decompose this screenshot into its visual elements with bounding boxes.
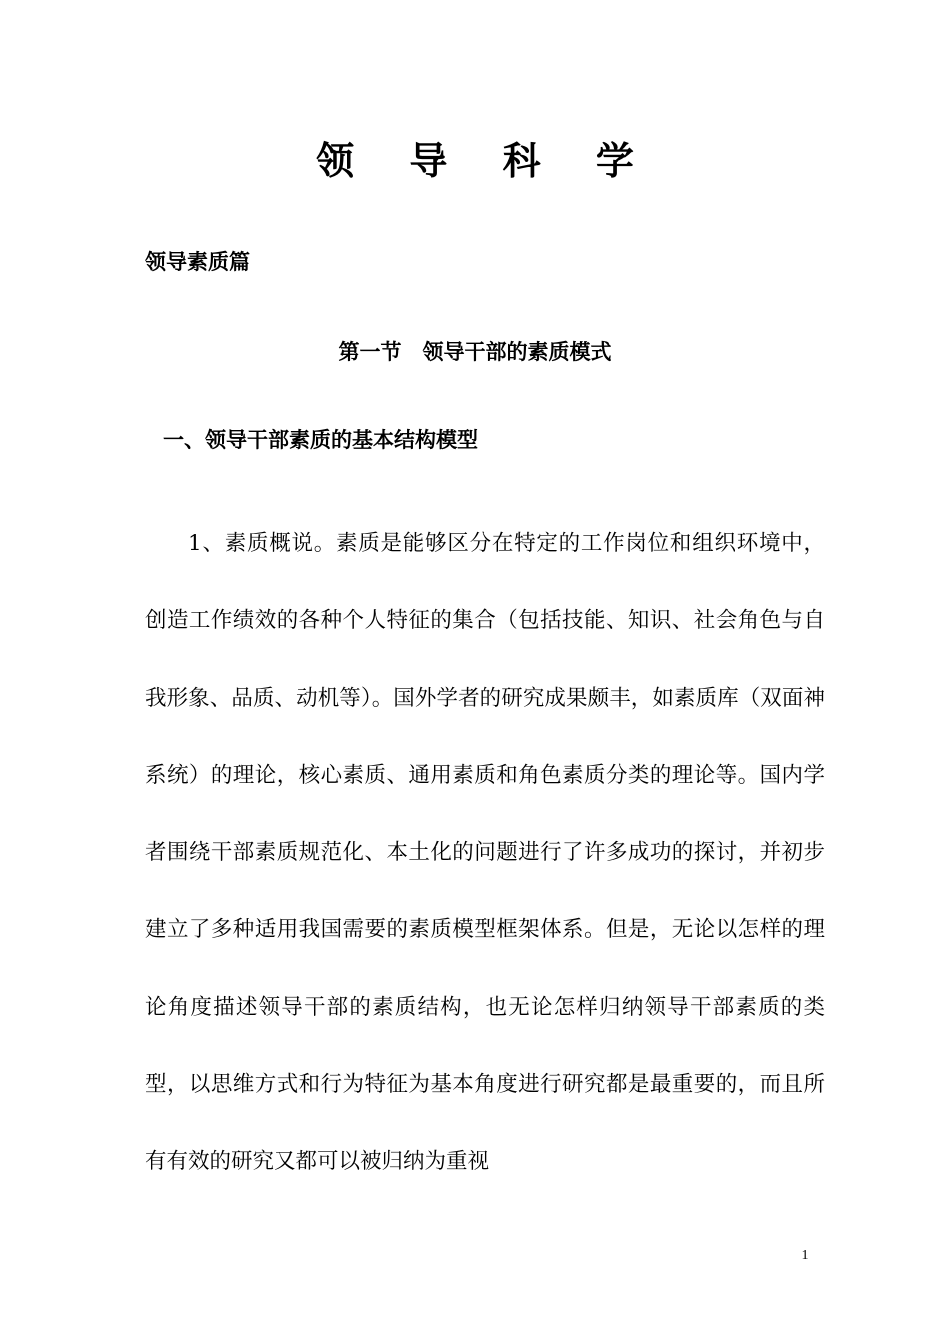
body-paragraph: 1、素质概说。素质是能够区分在特定的工作岗位和组织环境中，创造工作绩效的各种个人特征的集合（包括技能、知识、社会角色与自我形象、品质、动机等）。国外学者的研究成果颇丰，如素质库（双面神系统）的理论，核心素质、通用素质和角色素质分类的理论等。国内学者围绕干部素质规范化、本土化的问题进行了许多成功的探讨，并初步建立了多种适用我国需要的素质模型框架体系。但是，无论以怎样的理论角度描述领导干部的素质结构，也无论怎样归纳领导干部素质的类型，以思维方式和行为特征为基本角度进行研究都是最重要的，而且所有有效的研究又都可以被归纳为重视 — [145, 531, 825, 1175]
page-number: 1 — [801, 1248, 809, 1263]
sub-heading: 一、领导干部素质的基本结构模型 — [163, 428, 478, 452]
document-title: 领 导 科 学 — [316, 138, 655, 183]
section-heading: 第一节 领导干部的素质模式 — [338, 340, 612, 364]
part-heading: 领导素质篇 — [145, 250, 250, 274]
